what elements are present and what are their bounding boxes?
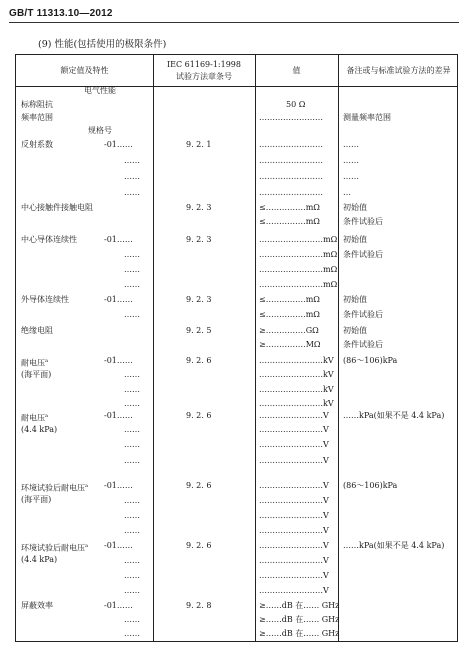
header-value: 值 <box>292 66 301 75</box>
value-shielding: ≥……dB 在…… GHz <box>259 615 340 624</box>
value-withstand-sea: ……………………kV <box>259 399 334 408</box>
spec-outer-continuity: …… <box>124 310 140 319</box>
label-withstand-44: 耐电压$^a$ <box>21 413 48 423</box>
note-center-continuity: 条件试验后 <box>343 250 383 259</box>
value-impedance: 50 Ω <box>286 100 306 109</box>
value-reflection: …………………… <box>259 156 323 165</box>
label-withstand-sea-sub: (海平面) <box>21 370 52 379</box>
value-center-continuity: ……………………mΩ <box>259 265 338 274</box>
note-freq-range: 测量频率范围 <box>343 113 391 122</box>
spec-reflection: …… <box>124 156 140 165</box>
performance-table <box>15 54 458 642</box>
spec-env-withstand-sea: …… <box>124 511 140 520</box>
header-remarks: 备注或与标准试验方法的差异 <box>346 66 451 75</box>
spec-shielding: …… <box>124 629 140 638</box>
clause-env-withstand-sea: 9. 2. 6 <box>186 481 212 490</box>
note-reflection: …… <box>343 140 359 149</box>
note-outer-continuity: 条件试验后 <box>343 310 383 319</box>
value-reflection: …………………… <box>259 172 323 181</box>
label-spec-no: 规格号 <box>88 126 112 135</box>
column-divider <box>255 55 256 641</box>
note-withstand-44: ……kPa(如果不是 4.4 kPa) <box>343 411 445 420</box>
spec-center-continuity: …… <box>124 280 140 289</box>
clause-shielding: 9. 2. 8 <box>186 601 212 610</box>
label-insulation: 绝缘电阻 <box>21 326 53 335</box>
value-center-contact: ≤……………mΩ <box>259 217 320 226</box>
label-center-continuity: 中心导体连续性 <box>21 235 77 244</box>
value-center-continuity: ……………………mΩ <box>259 280 338 289</box>
value-withstand-44: ……………………V <box>259 425 329 434</box>
value-withstand-44: ……………………V <box>259 411 329 420</box>
header-iec-line2: 试验方法章条号 <box>176 72 232 81</box>
value-shielding: ≥……dB 在…… GHz <box>259 601 340 610</box>
spec-shielding: …… <box>124 615 140 624</box>
note-center-contact: 条件试验后 <box>343 217 383 226</box>
section-title: (9) 性能(包括使用的极限条件) <box>38 39 167 50</box>
header-iec-line1: IEC 61169-1:1998 <box>167 60 241 69</box>
spec-shielding: -01…… <box>104 601 133 610</box>
value-freq-range: …………………… <box>259 113 323 122</box>
value-center-continuity: ……………………mΩ <box>259 235 338 244</box>
value-env-withstand-sea: ……………………V <box>259 511 329 520</box>
label-env-withstand-sea: 环境试验后耐电压$^a$ <box>21 483 88 493</box>
value-withstand-sea: ……………………kV <box>259 356 334 365</box>
spec-env-withstand-44: …… <box>124 571 140 580</box>
note-insulation: 条件试验后 <box>343 340 383 349</box>
note-insulation: 初始值 <box>343 326 367 335</box>
clause-insulation: 9. 2. 5 <box>186 326 212 335</box>
value-env-withstand-44: ……………………V <box>259 571 329 580</box>
clause-withstand-44: 9. 2. 6 <box>186 411 212 420</box>
spec-reflection: …… <box>124 188 140 197</box>
value-center-contact: ≤……………mΩ <box>259 203 320 212</box>
note-reflection: …… <box>343 172 359 181</box>
spec-env-withstand-sea: …… <box>124 526 140 535</box>
note-center-continuity: 初始值 <box>343 235 367 244</box>
note-center-contact: 初始值 <box>343 203 367 212</box>
clause-withstand-sea: 9. 2. 6 <box>186 356 212 365</box>
spec-center-continuity: …… <box>124 250 140 259</box>
column-divider <box>338 55 339 641</box>
value-reflection: …………………… <box>259 140 323 149</box>
value-env-withstand-44: ……………………V <box>259 556 329 565</box>
value-withstand-sea: ……………………kV <box>259 370 334 379</box>
label-env-withstand-sea-sub: (海平面) <box>21 495 52 504</box>
label-withstand-44-sub: (4.4 kPa) <box>21 425 58 434</box>
spec-withstand-sea: …… <box>124 370 140 379</box>
header-rule <box>16 86 457 87</box>
spec-center-continuity: -01…… <box>104 235 133 244</box>
note-outer-continuity: 初始值 <box>343 295 367 304</box>
value-shielding: ≥……dB 在…… GHz <box>259 629 340 638</box>
label-env-withstand-44: 环境试验后耐电压$^a$ <box>21 543 88 553</box>
header-rule <box>9 22 459 23</box>
label-outer-continuity: 外导体连续性 <box>21 295 69 304</box>
label-env-withstand-44-sub: (4.4 kPa) <box>21 555 58 564</box>
spec-reflection: …… <box>124 172 140 181</box>
value-withstand-44: ……………………V <box>259 440 329 449</box>
label-impedance: 标称阻抗 <box>21 100 53 109</box>
group-electrical: 电气性能 <box>84 86 116 95</box>
clause-center-continuity: 9. 2. 3 <box>186 235 212 244</box>
label-withstand-sea: 耐电压$^a$ <box>21 358 48 368</box>
label-freq-range: 频率范围 <box>21 113 53 122</box>
note-reflection: … <box>343 188 351 197</box>
label-reflection: 反射系数 <box>21 140 53 149</box>
value-env-withstand-44: ……………………V <box>259 586 329 595</box>
note-withstand-sea: (86～106)kPa <box>343 356 398 365</box>
spec-withstand-44: …… <box>124 440 140 449</box>
value-env-withstand-44: ……………………V <box>259 541 329 550</box>
value-insulation: ≥……………GΩ <box>259 326 319 335</box>
value-withstand-44: ……………………V <box>259 456 329 465</box>
clause-center-contact: 9. 2. 3 <box>186 203 212 212</box>
clause-reflection: 9. 2. 1 <box>186 140 212 149</box>
spec-center-continuity: …… <box>124 265 140 274</box>
value-insulation: ≥……………MΩ <box>259 340 321 349</box>
clause-outer-continuity: 9. 2. 3 <box>186 295 212 304</box>
spec-withstand-sea: …… <box>124 385 140 394</box>
spec-env-withstand-44: -01…… <box>104 541 133 550</box>
value-env-withstand-sea: ……………………V <box>259 496 329 505</box>
column-divider <box>153 55 154 641</box>
spec-reflection: -01…… <box>104 140 133 149</box>
note-reflection: …… <box>343 156 359 165</box>
spec-withstand-44: -01…… <box>104 411 133 420</box>
spec-env-withstand-sea: -01…… <box>104 481 133 490</box>
value-reflection: …………………… <box>259 188 323 197</box>
value-env-withstand-sea: ……………………V <box>259 526 329 535</box>
label-center-contact: 中心接触件接触电阻 <box>21 203 93 212</box>
value-outer-continuity: ≤……………mΩ <box>259 310 320 319</box>
spec-withstand-44: …… <box>124 456 140 465</box>
value-withstand-sea: ……………………kV <box>259 385 334 394</box>
spec-env-withstand-44: …… <box>124 586 140 595</box>
spec-env-withstand-44: …… <box>124 556 140 565</box>
value-center-continuity: ……………………mΩ <box>259 250 338 259</box>
header-ratings: 额定值及特性 <box>60 66 109 75</box>
label-shielding: 屏蔽效率 <box>21 601 53 610</box>
note-env-withstand-sea: (86～106)kPa <box>343 481 398 490</box>
spec-outer-continuity: -01…… <box>104 295 133 304</box>
value-outer-continuity: ≤……………mΩ <box>259 295 320 304</box>
note-env-withstand-44: ……kPa(如果不是 4.4 kPa) <box>343 541 445 550</box>
value-env-withstand-sea: ……………………V <box>259 481 329 490</box>
standard-code: GB/T 11313.10—2012 <box>9 8 113 19</box>
spec-withstand-sea: -01…… <box>104 356 133 365</box>
spec-withstand-44: …… <box>124 425 140 434</box>
spec-withstand-sea: …… <box>124 399 140 408</box>
clause-env-withstand-44: 9. 2. 6 <box>186 541 212 550</box>
spec-env-withstand-sea: …… <box>124 496 140 505</box>
